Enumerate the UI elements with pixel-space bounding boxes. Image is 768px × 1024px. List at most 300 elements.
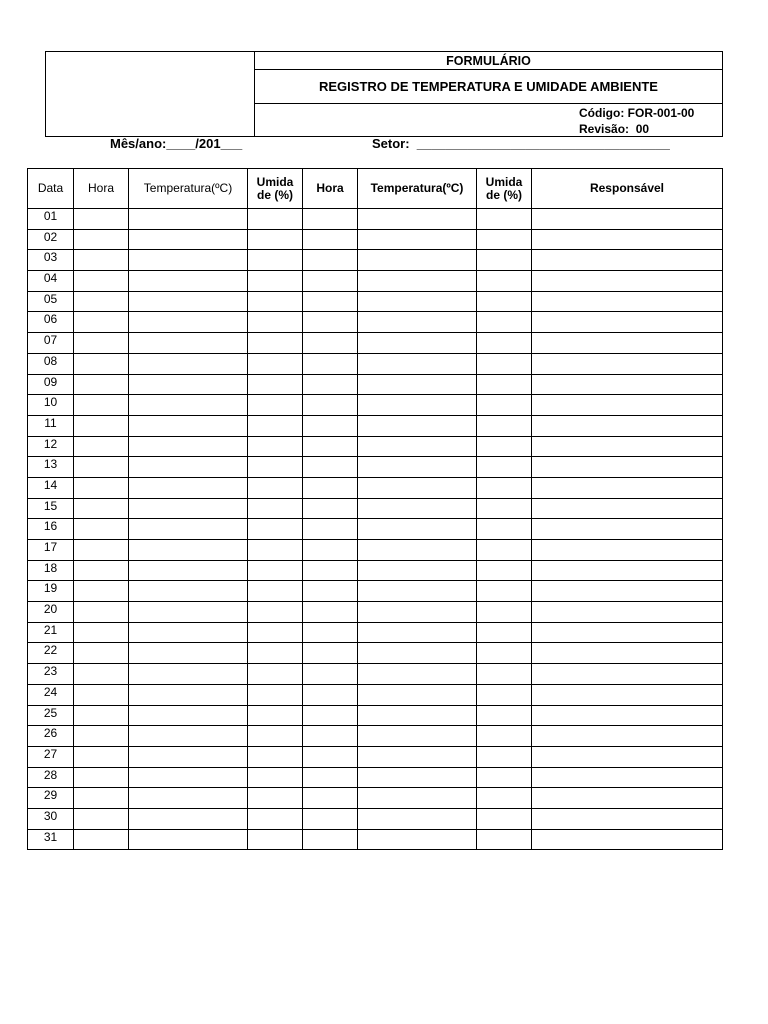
entry-cell[interactable]: [129, 829, 248, 850]
entry-cell[interactable]: [303, 746, 358, 767]
entry-cell[interactable]: [248, 271, 303, 292]
entry-cell[interactable]: [248, 705, 303, 726]
form-code: Código: FOR-001-00: [579, 106, 695, 120]
entry-cell[interactable]: [358, 705, 477, 726]
entry-cell[interactable]: [248, 808, 303, 829]
entry-cell[interactable]: [129, 312, 248, 333]
header-humidity-1: [248, 169, 303, 209]
entry-cell[interactable]: [532, 291, 723, 312]
entry-cell[interactable]: [358, 436, 477, 457]
entry-cell[interactable]: [532, 581, 723, 602]
entry-cell[interactable]: [303, 519, 358, 540]
entry-cell[interactable]: [248, 746, 303, 767]
entry-cell[interactable]: [477, 808, 532, 829]
entry-cell[interactable]: [532, 229, 723, 250]
entry-cell[interactable]: [248, 353, 303, 374]
entry-cell[interactable]: [477, 271, 532, 292]
entry-cell[interactable]: [303, 209, 358, 230]
entry-cell[interactable]: [358, 808, 477, 829]
entry-cell[interactable]: [303, 767, 358, 788]
entry-cell[interactable]: [303, 436, 358, 457]
form-meta: [579, 105, 719, 137]
day-cell: 01: [28, 209, 74, 230]
entry-cell[interactable]: [248, 312, 303, 333]
entry-cell[interactable]: [358, 312, 477, 333]
entry-cell[interactable]: [532, 560, 723, 581]
entry-cell[interactable]: [477, 498, 532, 519]
entry-cell[interactable]: [303, 415, 358, 436]
entry-cell[interactable]: [74, 746, 129, 767]
table-row: [28, 353, 723, 374]
entry-cell[interactable]: [129, 415, 248, 436]
entry-cell[interactable]: [303, 726, 358, 747]
entry-cell[interactable]: [248, 622, 303, 643]
entry-cell[interactable]: [477, 415, 532, 436]
header-humidity-1-line2: de (%): [257, 187, 293, 202]
entry-cell[interactable]: [303, 540, 358, 561]
entry-cell[interactable]: [358, 767, 477, 788]
header-responsible: Responsável: [532, 169, 723, 209]
entry-cell[interactable]: [303, 353, 358, 374]
entry-cell[interactable]: [358, 664, 477, 685]
entry-cell[interactable]: [74, 395, 129, 416]
entry-cell[interactable]: [532, 767, 723, 788]
entry-cell[interactable]: [248, 829, 303, 850]
entry-cell[interactable]: [129, 602, 248, 623]
entry-cell[interactable]: [532, 746, 723, 767]
entry-cell[interactable]: [532, 209, 723, 230]
entry-cell[interactable]: [248, 395, 303, 416]
entry-cell[interactable]: [129, 767, 248, 788]
entry-cell[interactable]: [303, 643, 358, 664]
day-cell: 13: [28, 457, 74, 478]
entry-cell[interactable]: [74, 705, 129, 726]
entry-cell[interactable]: [532, 705, 723, 726]
entry-cell[interactable]: [358, 788, 477, 809]
entry-cell[interactable]: [74, 684, 129, 705]
entry-cell[interactable]: [532, 684, 723, 705]
entry-cell[interactable]: [74, 415, 129, 436]
entry-cell[interactable]: [129, 581, 248, 602]
entry-cell[interactable]: [477, 622, 532, 643]
entry-cell[interactable]: [74, 622, 129, 643]
entry-cell[interactable]: [74, 602, 129, 623]
table-row: [28, 291, 723, 312]
entry-cell[interactable]: [303, 622, 358, 643]
entry-cell[interactable]: [477, 457, 532, 478]
entry-cell[interactable]: [303, 312, 358, 333]
entry-cell[interactable]: [303, 581, 358, 602]
entry-cell[interactable]: [248, 250, 303, 271]
entry-cell[interactable]: [477, 250, 532, 271]
entry-cell[interactable]: [248, 333, 303, 354]
entry-cell[interactable]: [532, 457, 723, 478]
table-row: [28, 271, 723, 292]
entry-cell[interactable]: [532, 622, 723, 643]
entry-cell[interactable]: [248, 436, 303, 457]
day-cell: 31: [28, 829, 74, 850]
day-cell: 28: [28, 767, 74, 788]
entry-cell[interactable]: [129, 353, 248, 374]
entry-cell[interactable]: [129, 519, 248, 540]
entry-cell[interactable]: [532, 374, 723, 395]
sector-field: Setor: ___________________________________: [372, 136, 670, 151]
entry-cell[interactable]: [248, 519, 303, 540]
day-cell: 20: [28, 602, 74, 623]
entry-cell[interactable]: [248, 498, 303, 519]
entry-cell[interactable]: [532, 271, 723, 292]
table-row: [28, 333, 723, 354]
entry-cell[interactable]: [477, 602, 532, 623]
entry-cell[interactable]: [129, 746, 248, 767]
entry-cell[interactable]: [303, 395, 358, 416]
entry-cell[interactable]: [303, 477, 358, 498]
entry-cell[interactable]: [532, 395, 723, 416]
entry-cell[interactable]: [477, 746, 532, 767]
entry-cell[interactable]: [532, 726, 723, 747]
entry-cell[interactable]: [74, 353, 129, 374]
table-row: [28, 540, 723, 561]
entry-cell[interactable]: [303, 705, 358, 726]
entry-cell[interactable]: [532, 829, 723, 850]
entry-cell[interactable]: [358, 333, 477, 354]
entry-cell[interactable]: [477, 312, 532, 333]
header-time-2: Hora: [303, 169, 358, 209]
entry-cell[interactable]: [358, 726, 477, 747]
entry-cell[interactable]: [248, 643, 303, 664]
table-row: [28, 229, 723, 250]
entry-cell[interactable]: [129, 374, 248, 395]
table-row: [28, 643, 723, 664]
entry-cell[interactable]: [358, 415, 477, 436]
entry-cell[interactable]: [248, 540, 303, 561]
entry-cell[interactable]: [129, 271, 248, 292]
day-cell: 16: [28, 519, 74, 540]
entry-cell[interactable]: [532, 519, 723, 540]
header-humidity-1-line1: Umida: [256, 174, 294, 189]
entry-cell[interactable]: [358, 540, 477, 561]
entry-cell[interactable]: [74, 829, 129, 850]
day-cell: 12: [28, 436, 74, 457]
entry-cell[interactable]: [74, 291, 129, 312]
table-row: [28, 209, 723, 230]
entry-cell[interactable]: [248, 684, 303, 705]
header-humidity-2: [477, 169, 532, 209]
entry-cell[interactable]: [358, 519, 477, 540]
entry-cell[interactable]: [129, 457, 248, 478]
entry-cell[interactable]: [358, 457, 477, 478]
entry-cell[interactable]: [248, 457, 303, 478]
form-revision: Revisão: 00: [579, 122, 650, 136]
entry-cell[interactable]: [477, 436, 532, 457]
entry-cell[interactable]: [532, 353, 723, 374]
entry-cell[interactable]: [358, 374, 477, 395]
entry-cell[interactable]: [74, 333, 129, 354]
entry-cell[interactable]: [129, 560, 248, 581]
month-year-field: Mês/ano:____/201___: [110, 136, 243, 151]
entry-cell[interactable]: [129, 540, 248, 561]
table-header-row: [28, 169, 723, 209]
entry-cell[interactable]: [129, 477, 248, 498]
entry-cell[interactable]: [477, 291, 532, 312]
entry-cell[interactable]: [74, 519, 129, 540]
entry-cell[interactable]: [358, 395, 477, 416]
entry-cell[interactable]: [248, 664, 303, 685]
entry-cell[interactable]: [248, 374, 303, 395]
table-row: [28, 808, 723, 829]
entry-cell[interactable]: [248, 229, 303, 250]
table-body: [28, 209, 723, 850]
entry-cell[interactable]: [477, 229, 532, 250]
entry-cell[interactable]: [74, 374, 129, 395]
day-cell: 08: [28, 353, 74, 374]
day-cell: 03: [28, 250, 74, 271]
day-cell: 24: [28, 684, 74, 705]
day-cell: 21: [28, 622, 74, 643]
day-cell: 26: [28, 726, 74, 747]
entry-cell[interactable]: [129, 808, 248, 829]
day-cell: 15: [28, 498, 74, 519]
day-cell: 11: [28, 415, 74, 436]
entry-cell[interactable]: [74, 477, 129, 498]
form-title: FORMULÁRIO: [255, 52, 722, 70]
entry-cell[interactable]: [248, 581, 303, 602]
entry-cell[interactable]: [532, 788, 723, 809]
entry-cell[interactable]: [248, 788, 303, 809]
entry-cell[interactable]: [358, 498, 477, 519]
entry-cell[interactable]: [74, 664, 129, 685]
entry-cell[interactable]: [477, 788, 532, 809]
entry-cell[interactable]: [477, 664, 532, 685]
entry-cell[interactable]: [248, 291, 303, 312]
entry-cell[interactable]: [358, 643, 477, 664]
entry-cell[interactable]: [129, 209, 248, 230]
entry-cell[interactable]: [74, 581, 129, 602]
entry-cell[interactable]: [74, 540, 129, 561]
header-temperature-2: Temperatura(ºC): [358, 169, 477, 209]
entry-cell[interactable]: [358, 229, 477, 250]
entry-cell[interactable]: [248, 602, 303, 623]
entry-cell[interactable]: [358, 829, 477, 850]
entry-cell[interactable]: [248, 726, 303, 747]
entry-cell[interactable]: [74, 726, 129, 747]
entry-cell[interactable]: [532, 415, 723, 436]
entry-cell[interactable]: [303, 374, 358, 395]
entry-cell[interactable]: [303, 229, 358, 250]
entry-cell[interactable]: [129, 664, 248, 685]
entry-cell[interactable]: [248, 209, 303, 230]
entry-cell[interactable]: [303, 291, 358, 312]
entry-cell[interactable]: [303, 271, 358, 292]
entry-cell[interactable]: [74, 457, 129, 478]
header-temperature-1: Temperatura(ºC): [129, 169, 248, 209]
entry-cell[interactable]: [303, 250, 358, 271]
day-cell: 09: [28, 374, 74, 395]
entry-cell[interactable]: [129, 250, 248, 271]
entry-cell[interactable]: [532, 602, 723, 623]
entry-cell[interactable]: [358, 250, 477, 271]
day-cell: 06: [28, 312, 74, 333]
table-row: [28, 705, 723, 726]
table-row: [28, 829, 723, 850]
entry-cell[interactable]: [358, 477, 477, 498]
entry-cell[interactable]: [129, 229, 248, 250]
entry-cell[interactable]: [477, 519, 532, 540]
entry-cell[interactable]: [129, 395, 248, 416]
entry-cell[interactable]: [477, 581, 532, 602]
entry-cell[interactable]: [532, 250, 723, 271]
day-cell: 02: [28, 229, 74, 250]
entry-cell[interactable]: [74, 436, 129, 457]
table-row: [28, 457, 723, 478]
table-row: [28, 726, 723, 747]
entry-cell[interactable]: [477, 374, 532, 395]
entry-cell[interactable]: [477, 767, 532, 788]
entry-cell[interactable]: [129, 705, 248, 726]
entry-cell[interactable]: [248, 560, 303, 581]
entry-cell[interactable]: [303, 788, 358, 809]
table-row: [28, 374, 723, 395]
header-date: Data: [28, 169, 74, 209]
entry-cell[interactable]: [477, 395, 532, 416]
day-cell: 25: [28, 705, 74, 726]
entry-cell[interactable]: [129, 726, 248, 747]
entry-cell[interactable]: [532, 664, 723, 685]
entry-cell[interactable]: [358, 684, 477, 705]
table-row: [28, 684, 723, 705]
table-row: [28, 395, 723, 416]
entry-cell[interactable]: [477, 333, 532, 354]
entry-cell[interactable]: [303, 498, 358, 519]
entry-cell[interactable]: [303, 602, 358, 623]
entry-cell[interactable]: [74, 312, 129, 333]
entry-cell[interactable]: [532, 643, 723, 664]
table-row: [28, 767, 723, 788]
entry-cell[interactable]: [477, 684, 532, 705]
entry-cell[interactable]: [303, 829, 358, 850]
entry-cell[interactable]: [532, 477, 723, 498]
entry-cell[interactable]: [303, 333, 358, 354]
entry-cell[interactable]: [358, 353, 477, 374]
entry-cell[interactable]: [129, 622, 248, 643]
entry-cell[interactable]: [358, 602, 477, 623]
table-row: [28, 415, 723, 436]
entry-cell[interactable]: [129, 291, 248, 312]
entry-cell[interactable]: [303, 560, 358, 581]
entry-cell[interactable]: [532, 436, 723, 457]
entry-cell[interactable]: [477, 477, 532, 498]
temperature-log-table: [27, 168, 723, 850]
form-header: [45, 51, 723, 137]
day-cell: 07: [28, 333, 74, 354]
entry-cell[interactable]: [74, 808, 129, 829]
table-row: [28, 581, 723, 602]
header-time-1: Hora: [74, 169, 129, 209]
day-cell: 29: [28, 788, 74, 809]
entry-cell[interactable]: [358, 209, 477, 230]
table-row: [28, 746, 723, 767]
entry-cell[interactable]: [477, 540, 532, 561]
entry-cell[interactable]: [532, 540, 723, 561]
entry-cell[interactable]: [248, 477, 303, 498]
day-cell: 04: [28, 271, 74, 292]
header-humidity-2-line1: Umida: [485, 174, 523, 189]
table-row: [28, 622, 723, 643]
entry-cell[interactable]: [477, 643, 532, 664]
entry-cell[interactable]: [74, 560, 129, 581]
day-cell: 23: [28, 664, 74, 685]
table-row: [28, 560, 723, 581]
entry-cell[interactable]: [358, 746, 477, 767]
entry-cell[interactable]: [532, 333, 723, 354]
table-row: [28, 312, 723, 333]
header-humidity-2-line2: de (%): [486, 187, 522, 202]
entry-cell[interactable]: [74, 271, 129, 292]
entry-cell[interactable]: [74, 229, 129, 250]
entry-cell[interactable]: [74, 250, 129, 271]
entry-cell[interactable]: [358, 581, 477, 602]
entry-cell[interactable]: [129, 684, 248, 705]
day-cell: 05: [28, 291, 74, 312]
day-cell: 30: [28, 808, 74, 829]
entry-cell[interactable]: [129, 788, 248, 809]
entry-cell[interactable]: [129, 643, 248, 664]
day-cell: 19: [28, 581, 74, 602]
day-cell: 27: [28, 746, 74, 767]
entry-cell[interactable]: [477, 726, 532, 747]
entry-cell[interactable]: [248, 415, 303, 436]
entry-cell[interactable]: [477, 829, 532, 850]
day-cell: 22: [28, 643, 74, 664]
entry-cell[interactable]: [303, 808, 358, 829]
table-row: [28, 519, 723, 540]
table-row: [28, 436, 723, 457]
entry-cell[interactable]: [532, 498, 723, 519]
entry-cell[interactable]: [303, 684, 358, 705]
entry-cell[interactable]: [358, 622, 477, 643]
entry-cell[interactable]: [74, 767, 129, 788]
day-cell: 17: [28, 540, 74, 561]
entry-cell[interactable]: [74, 498, 129, 519]
entry-cell[interactable]: [303, 457, 358, 478]
entry-cell[interactable]: [358, 291, 477, 312]
table-row: [28, 602, 723, 623]
entry-cell[interactable]: [303, 664, 358, 685]
entry-cell[interactable]: [358, 271, 477, 292]
entry-cell[interactable]: [74, 643, 129, 664]
entry-cell[interactable]: [477, 560, 532, 581]
entry-cell[interactable]: [532, 312, 723, 333]
entry-cell[interactable]: [477, 353, 532, 374]
table-row: [28, 788, 723, 809]
logo-placeholder: [46, 52, 255, 136]
entry-cell[interactable]: [477, 705, 532, 726]
day-cell: 14: [28, 477, 74, 498]
day-cell: 10: [28, 395, 74, 416]
entry-cell[interactable]: [532, 808, 723, 829]
entry-cell[interactable]: [129, 436, 248, 457]
entry-cell[interactable]: [129, 333, 248, 354]
table-row: [28, 250, 723, 271]
entry-cell[interactable]: [74, 788, 129, 809]
form-subtitle: REGISTRO DE TEMPERATURA E UMIDADE AMBIENTE: [255, 70, 722, 104]
entry-cell[interactable]: [477, 209, 532, 230]
entry-cell[interactable]: [358, 560, 477, 581]
entry-cell[interactable]: [248, 767, 303, 788]
entry-cell[interactable]: [74, 209, 129, 230]
table-row: [28, 664, 723, 685]
entry-cell[interactable]: [129, 498, 248, 519]
